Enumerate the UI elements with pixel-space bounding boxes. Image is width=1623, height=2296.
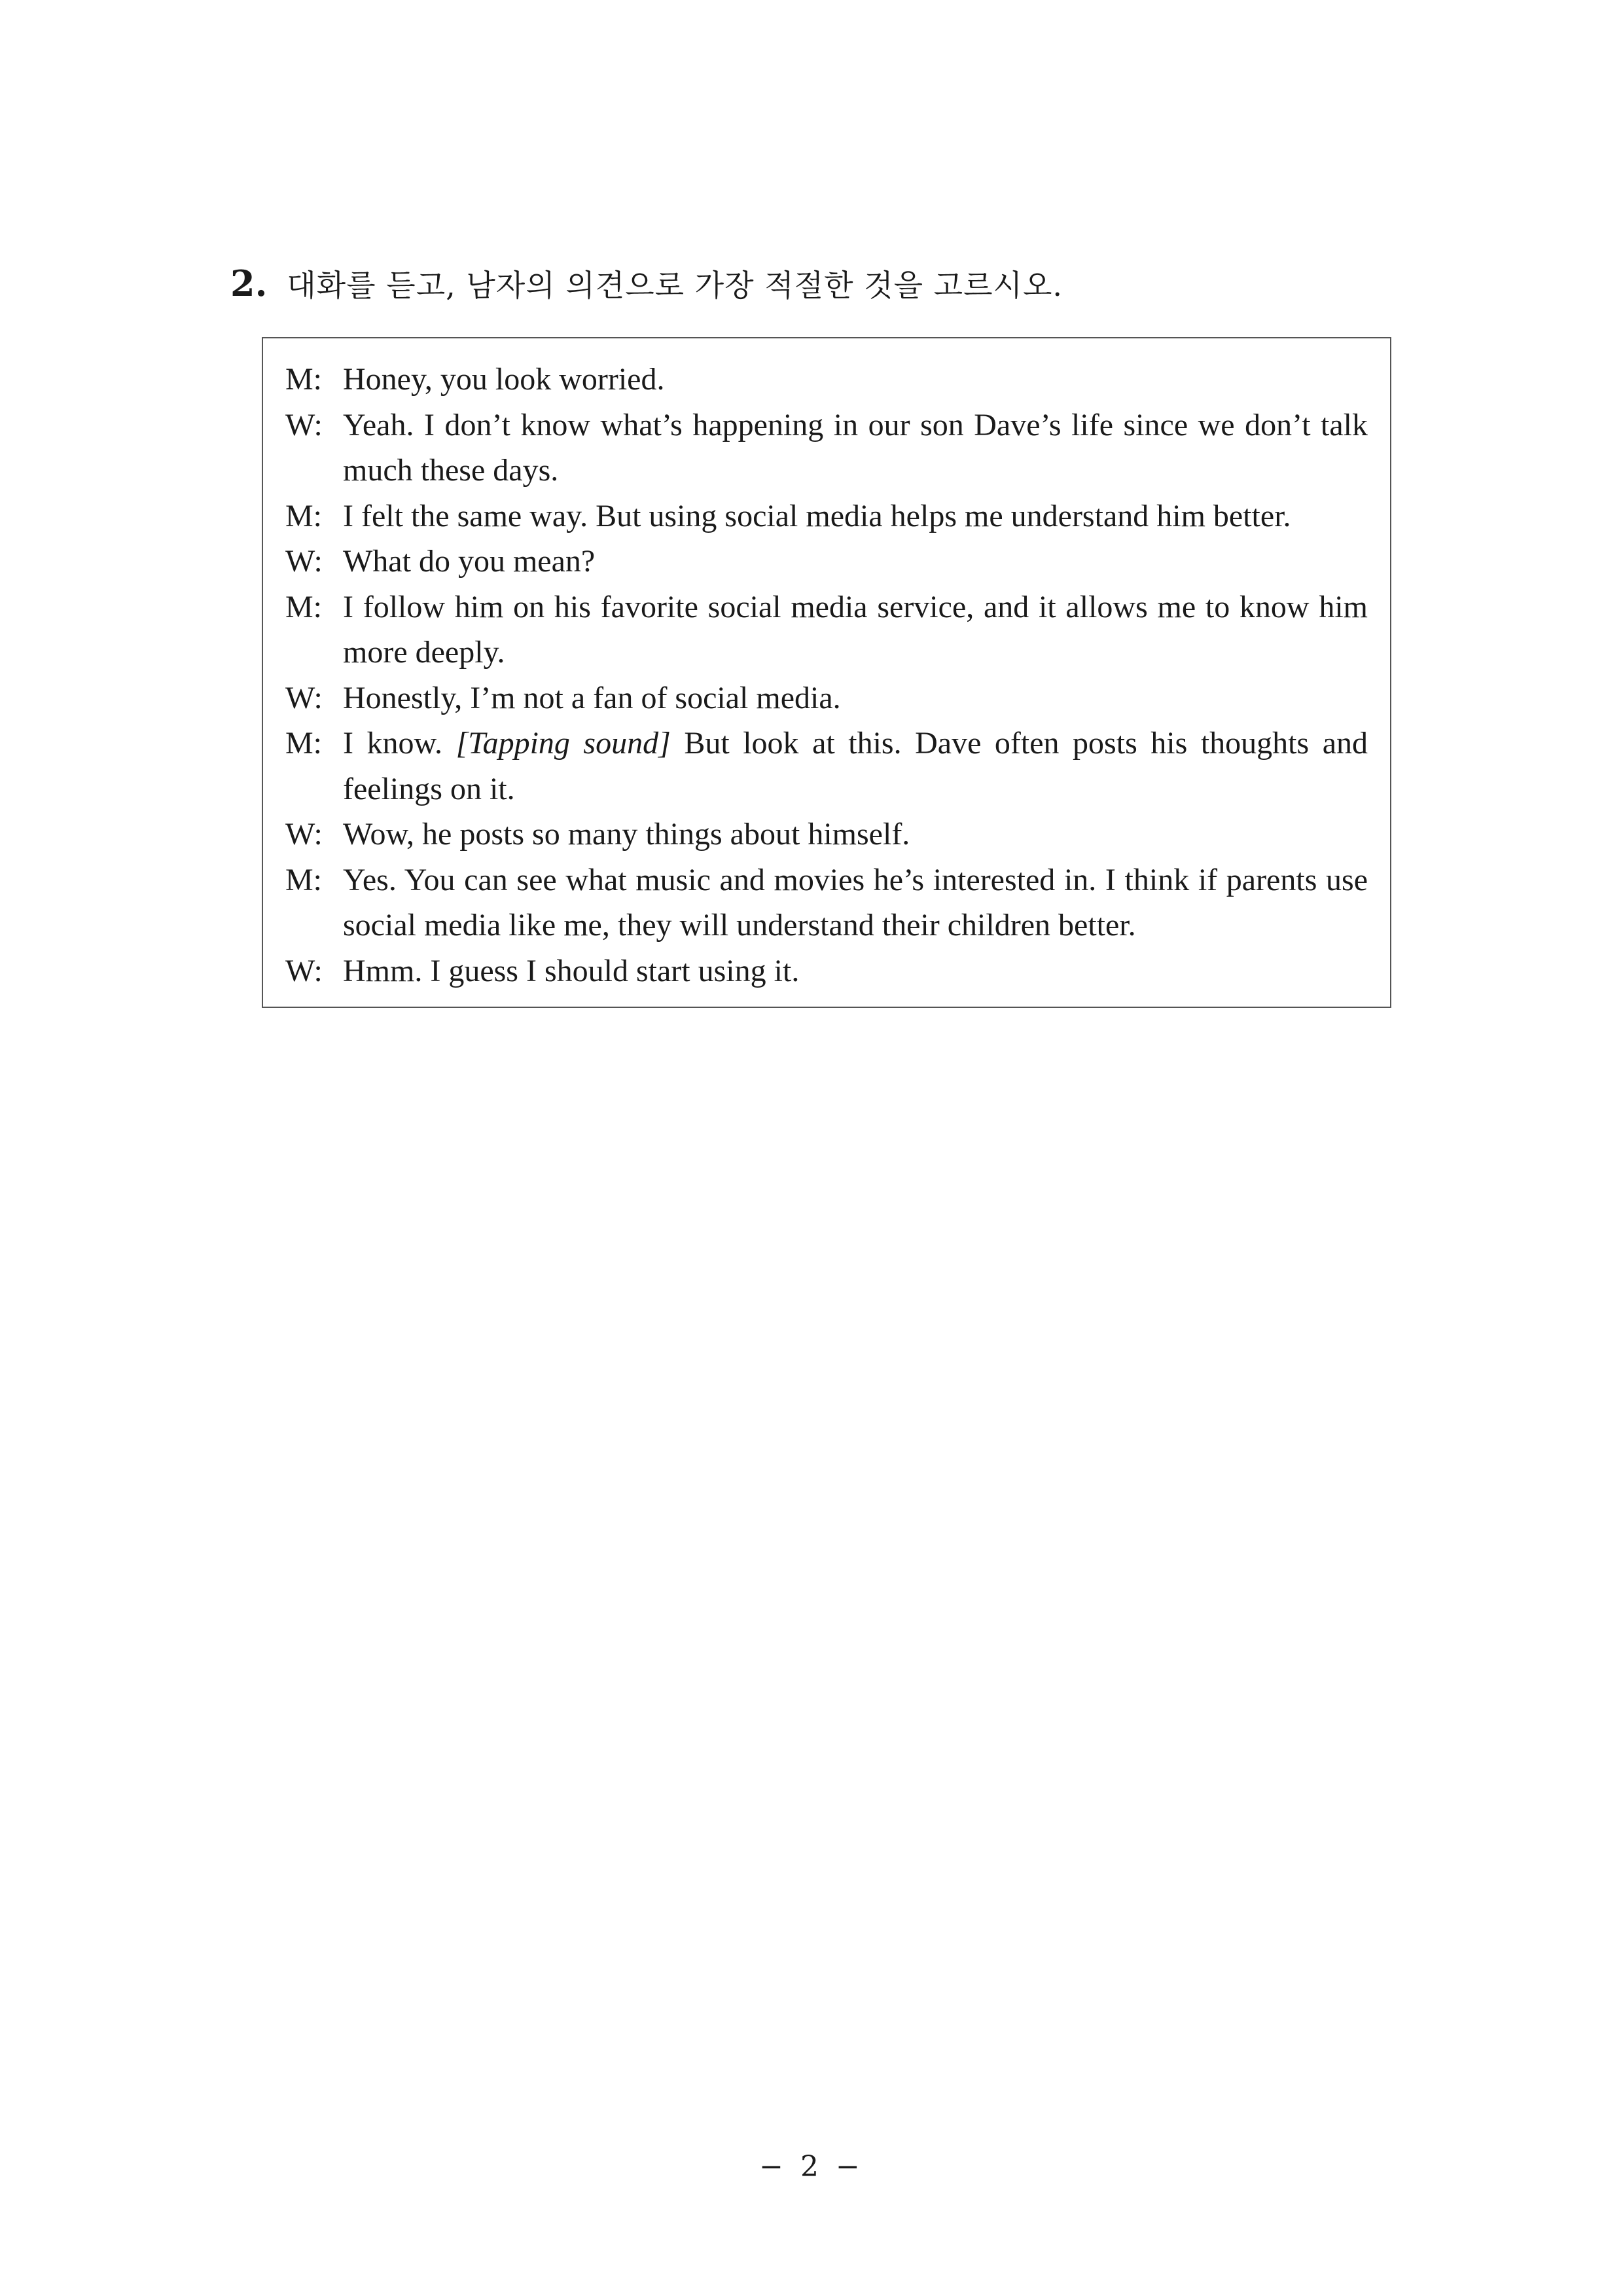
dialogue-text-before: I know. — [343, 726, 456, 761]
speaker-label: W: — [285, 680, 323, 715]
speaker-label: W: — [285, 407, 323, 442]
dialogue-text: Honestly, I’m not a fan of social media. — [343, 680, 841, 715]
dialogue-script-box — [262, 337, 1391, 1008]
speaker-label: W: — [285, 817, 323, 852]
dialogue-line — [285, 812, 1368, 857]
dialogue-text: Yes. You can see what music and movies he’s interested in. I think if parents use social media like me, they will understand their children better. — [343, 862, 1368, 942]
dialogue-line — [285, 857, 1368, 948]
dialogue-text: Honey, you look worried. — [343, 362, 665, 397]
speaker-label: M: — [285, 362, 323, 397]
dialogue-text: I felt the same way. But using social media helps me understand him better. — [343, 498, 1291, 533]
page-number: − 2 − — [759, 2150, 864, 2183]
question-number: 2. — [230, 262, 268, 304]
dialogue-line — [285, 721, 1368, 812]
speaker-label: W: — [285, 953, 323, 988]
dialogue-text: I follow him on his favorite social media service, and it allows me to know him more deeply. — [343, 589, 1368, 670]
dialogue-text — [343, 721, 1368, 812]
stage-direction: [Tapping sound] — [455, 726, 671, 761]
speaker-label: M: — [285, 498, 323, 533]
dialogue-text-after: But look at this. Dave often posts his thoughts and feelings on it. — [343, 726, 1368, 806]
question-prompt: 대화를 듣고, 남자의 의견으로 가장 적절한 것을 고르시오. — [287, 268, 1063, 303]
dialogue-text: What do you mean? — [343, 544, 596, 579]
dialogue-line — [285, 948, 1368, 994]
question-header — [230, 262, 1408, 305]
speaker-label: M: — [285, 589, 323, 624]
dialogue-text: Hmm. I guess I should start using it. — [343, 953, 800, 988]
dialogue-line — [285, 675, 1368, 721]
dialogue-line — [285, 584, 1368, 675]
dialogue-text: Wow, he posts so many things about himself. — [343, 817, 910, 852]
dialogue-text: Yeah. I don’t know what’s happening in our son Dave’s life since we don’t talk much these days. — [343, 407, 1368, 488]
dialogue-line — [285, 539, 1368, 584]
speaker-label: M: — [285, 726, 323, 761]
speaker-label: M: — [285, 862, 323, 897]
speaker-label: W: — [285, 544, 323, 579]
dialogue-line — [285, 493, 1368, 539]
dialogue-line — [285, 403, 1368, 493]
dialogue-line — [285, 357, 1368, 403]
